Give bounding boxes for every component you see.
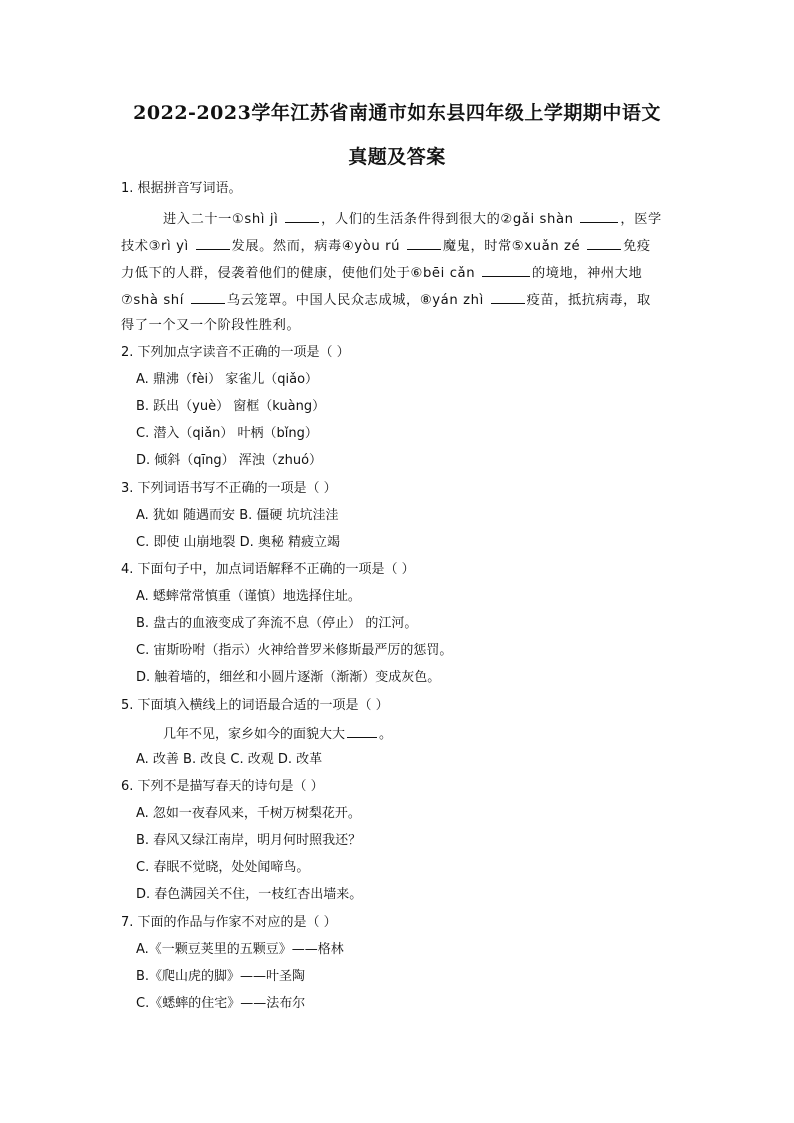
page-subtitle: 真题及答案 xyxy=(348,146,446,168)
question-6-option-d[interactable]: D. 春色满园关不住，一枝红杏出墙来。 xyxy=(136,887,363,902)
answer-blank-1[interactable] xyxy=(285,209,319,223)
question-4-option-b[interactable]: B. 盘古的血液变成了奔流不息（停止） 的江河。 xyxy=(136,616,418,631)
question-1-stem: 1. 根据拼音写词语。 xyxy=(121,181,242,196)
question-4-option-d[interactable]: D. 触着墙的，细丝和小圆片逐渐（渐渐）变成灰色。 xyxy=(136,670,441,685)
q1-paragraph-line-5: 得了一个又一个阶段性胜利。 xyxy=(121,318,301,333)
question-6-option-c[interactable]: C. 春眠不觉晓，处处闻啼鸟。 xyxy=(136,860,310,875)
q1-paragraph-line-2: 技术③rì yì 发展。然而，病毒④yòu rú 魔鬼，时常⑤xuǎn zé 免疫 xyxy=(121,236,676,256)
question-5-options[interactable]: A. 改善 B. 改良 C. 改观 D. 改革 xyxy=(136,752,323,767)
question-5-sentence: 几年不见，家乡如今的面貌大大 。 xyxy=(163,724,392,744)
question-6-stem: 6. 下列不是描写春天的诗句是（ ） xyxy=(121,779,324,794)
page-title: 2022-2023学年江苏省南通市如东县四年级上学期期中语文 xyxy=(133,102,661,124)
question-6-option-b[interactable]: B. 春风又绿江南岸，明月何时照我还？ xyxy=(136,833,362,848)
answer-blank-6[interactable] xyxy=(482,263,530,277)
question-6-option-a[interactable]: A. 忽如一夜春风来，千树万树梨花开。 xyxy=(136,806,361,821)
q1-paragraph-line-4: ⑦shà shí 乌云笼罩。中国人民众志成城，⑧yán zhì 疫苗，抵抗病毒，取 xyxy=(121,290,676,310)
answer-blank-q5[interactable] xyxy=(347,724,377,738)
question-2-option-d[interactable]: D. 倾斜（qīng） 浑浊（zhuó） xyxy=(136,453,323,468)
question-7-option-c[interactable]: C.《蟋蟀的住宅》——法布尔 xyxy=(136,996,306,1011)
question-2-option-c[interactable]: C. 潜入（qiǎn） 叶柄（bǐng） xyxy=(136,426,318,441)
question-3-options-row-2[interactable]: C. 即使 山崩地裂 D. 奥秘 精疲立竭 xyxy=(136,535,341,550)
question-2-option-b[interactable]: B. 跃出（yuè） 窗框（kuàng） xyxy=(136,399,326,414)
question-4-stem: 4. 下面句子中，加点词语解释不正确的一项是（ ） xyxy=(121,562,415,577)
question-4-option-c[interactable]: C. 宙斯吩咐（指示）火神给普罗米修斯最严厉的惩罚。 xyxy=(136,643,453,658)
question-2-stem: 2. 下列加点字读音不正确的一项是（ ） xyxy=(121,345,350,360)
question-3-stem: 3. 下列词语书写不正确的一项是（ ） xyxy=(121,481,337,496)
question-7-option-a[interactable]: A.《一颗豆荚里的五颗豆》——格林 xyxy=(136,942,344,957)
answer-blank-5[interactable] xyxy=(587,236,621,250)
answer-blank-8[interactable] xyxy=(491,290,525,304)
question-7-option-b[interactable]: B.《爬山虎的脚》——叶圣陶 xyxy=(136,969,306,984)
q1-paragraph-line-1: 进入二十一①shì jì ，人们的生活条件得到很大的②gǎi shàn ，医学 xyxy=(163,209,678,229)
answer-blank-4[interactable] xyxy=(407,236,441,250)
question-5-stem: 5. 下面填入横线上的词语最合适的一项是（ ） xyxy=(121,698,389,713)
question-7-stem: 7. 下面的作品与作家不对应的是（ ） xyxy=(121,915,337,930)
question-4-option-a[interactable]: A. 蟋蟀常常慎重（谨慎）地选择住址。 xyxy=(136,589,361,604)
q1-paragraph-line-3: 力低下的人群，侵袭着他们的健康，使他们处于⑥bēi cǎn 的境地，神州大地 xyxy=(121,263,676,283)
answer-blank-7[interactable] xyxy=(191,290,225,304)
answer-blank-2[interactable] xyxy=(580,209,618,223)
answer-blank-3[interactable] xyxy=(196,236,230,250)
question-3-options-row-1[interactable]: A. 犹如 随遇而安 B. 僵硬 坑坑洼洼 xyxy=(136,508,339,523)
question-2-option-a[interactable]: A. 鼎沸（fèi） 家雀儿（qiǎo） xyxy=(136,372,319,387)
